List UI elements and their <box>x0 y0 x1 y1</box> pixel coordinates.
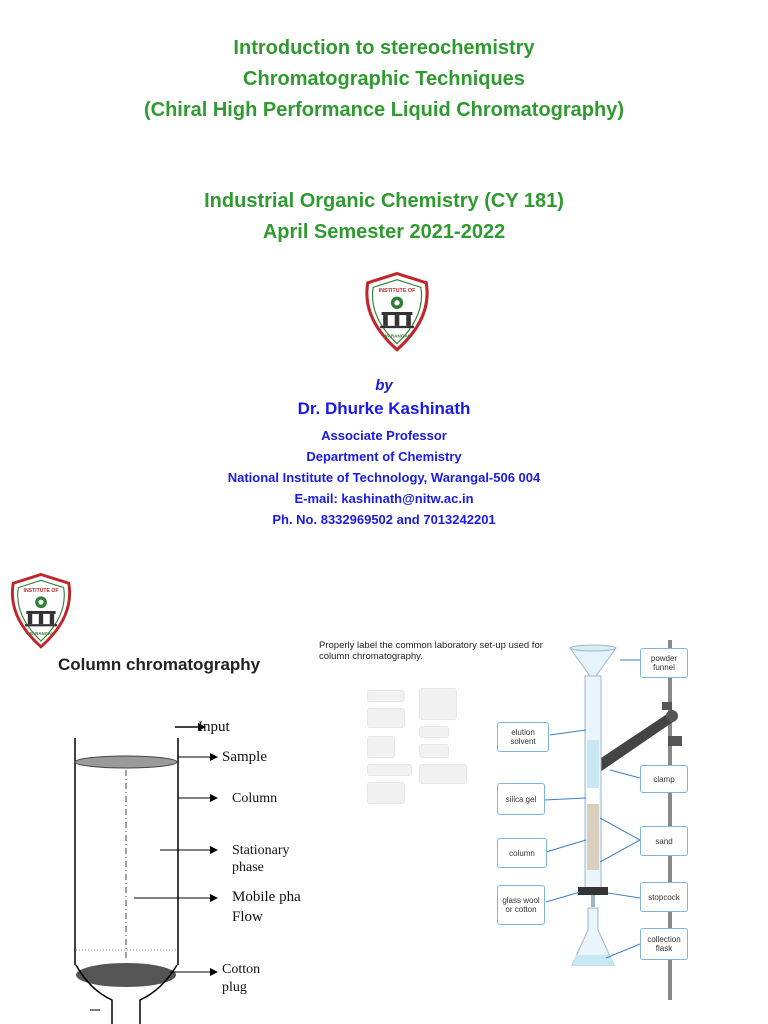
mobile-phase-label <box>232 887 301 927</box>
course-line: April Semester 2021-2022 <box>262 221 506 243</box>
author-phone: Ph. No. 8332969502 and 7013242201 <box>272 512 496 527</box>
svg-text:INSTITUTE OF: INSTITUTE OF <box>23 588 59 594</box>
drag-tile[interactable] <box>367 764 412 776</box>
title-line: Chromatographic Techniques <box>243 68 525 90</box>
label-column[interactable]: column <box>497 838 547 868</box>
author-name: Dr. Dhurke Kashinath <box>297 399 471 418</box>
stationary-phase-line: Stationary <box>232 843 290 858</box>
label-powder-funnel[interactable]: powder funnel <box>640 648 688 678</box>
label-silica-gel[interactable]: silica gel <box>497 783 545 815</box>
drag-tile[interactable] <box>419 744 449 758</box>
label-elution-solvent[interactable]: elution solvent <box>497 722 549 752</box>
label-collection-flask[interactable]: collection flask <box>640 928 688 960</box>
title-line: Introduction to stereochemistry <box>233 37 535 59</box>
author-details <box>0 425 768 530</box>
nit-warangal-emblem-icon <box>358 272 436 352</box>
author-department: Department of Chemistry <box>306 449 462 464</box>
author-title: Associate Professor <box>321 428 447 443</box>
mobile-phase-line: Mobile pha <box>232 889 301 905</box>
drag-tile[interactable] <box>367 782 405 804</box>
drag-tile[interactable] <box>367 736 395 758</box>
label-glass-wool[interactable]: glass wool or cotton <box>497 885 545 925</box>
label-stopcock[interactable]: stopcock <box>640 882 688 912</box>
column-chromatography-title: Column chromatography <box>58 655 261 674</box>
cotton-plug-line: plug <box>222 980 247 995</box>
drag-tile[interactable] <box>367 708 405 728</box>
label-clamp[interactable]: clamp <box>640 765 688 793</box>
drag-tile[interactable] <box>419 764 467 784</box>
author-email: E-mail: kashinath@nitw.ac.in <box>294 491 474 506</box>
course-info <box>0 186 768 248</box>
drag-tile[interactable] <box>367 690 405 702</box>
label-sand[interactable]: sand <box>640 826 688 856</box>
nit-warangal-emblem-icon <box>4 573 78 649</box>
stationary-phase-label <box>232 842 290 876</box>
sample-label: Sample <box>222 749 267 765</box>
author-institute: National Institute of Technology, Warangal-506 004 <box>227 470 541 485</box>
title-line: (Chiral High Performance Liquid Chromatography) <box>143 99 625 121</box>
presentation-title <box>0 33 768 126</box>
column-label: Column <box>232 791 278 806</box>
cotton-plug-line: Cotton <box>222 962 261 977</box>
svg-text:WARANGAL: WARANGAL <box>28 631 54 637</box>
input-label: Input <box>198 719 230 735</box>
stationary-phase-line: phase <box>232 860 264 875</box>
lab-setup-diagram <box>490 640 730 1024</box>
svg-text:INSTITUTE OF: INSTITUTE OF <box>378 288 416 294</box>
cotton-plug-label <box>222 961 260 997</box>
mobile-phase-line: Flow <box>232 909 263 925</box>
svg-text:WARANGAL: WARANGAL <box>383 333 411 339</box>
lab-setup-caption: Properly label the common laboratory set-up used for column chromatography. <box>319 640 543 662</box>
drag-tile[interactable] <box>419 726 449 738</box>
drag-tile[interactable] <box>419 688 457 720</box>
by-label: by <box>375 377 393 394</box>
course-line: Industrial Organic Chemistry (CY 181) <box>204 190 564 212</box>
